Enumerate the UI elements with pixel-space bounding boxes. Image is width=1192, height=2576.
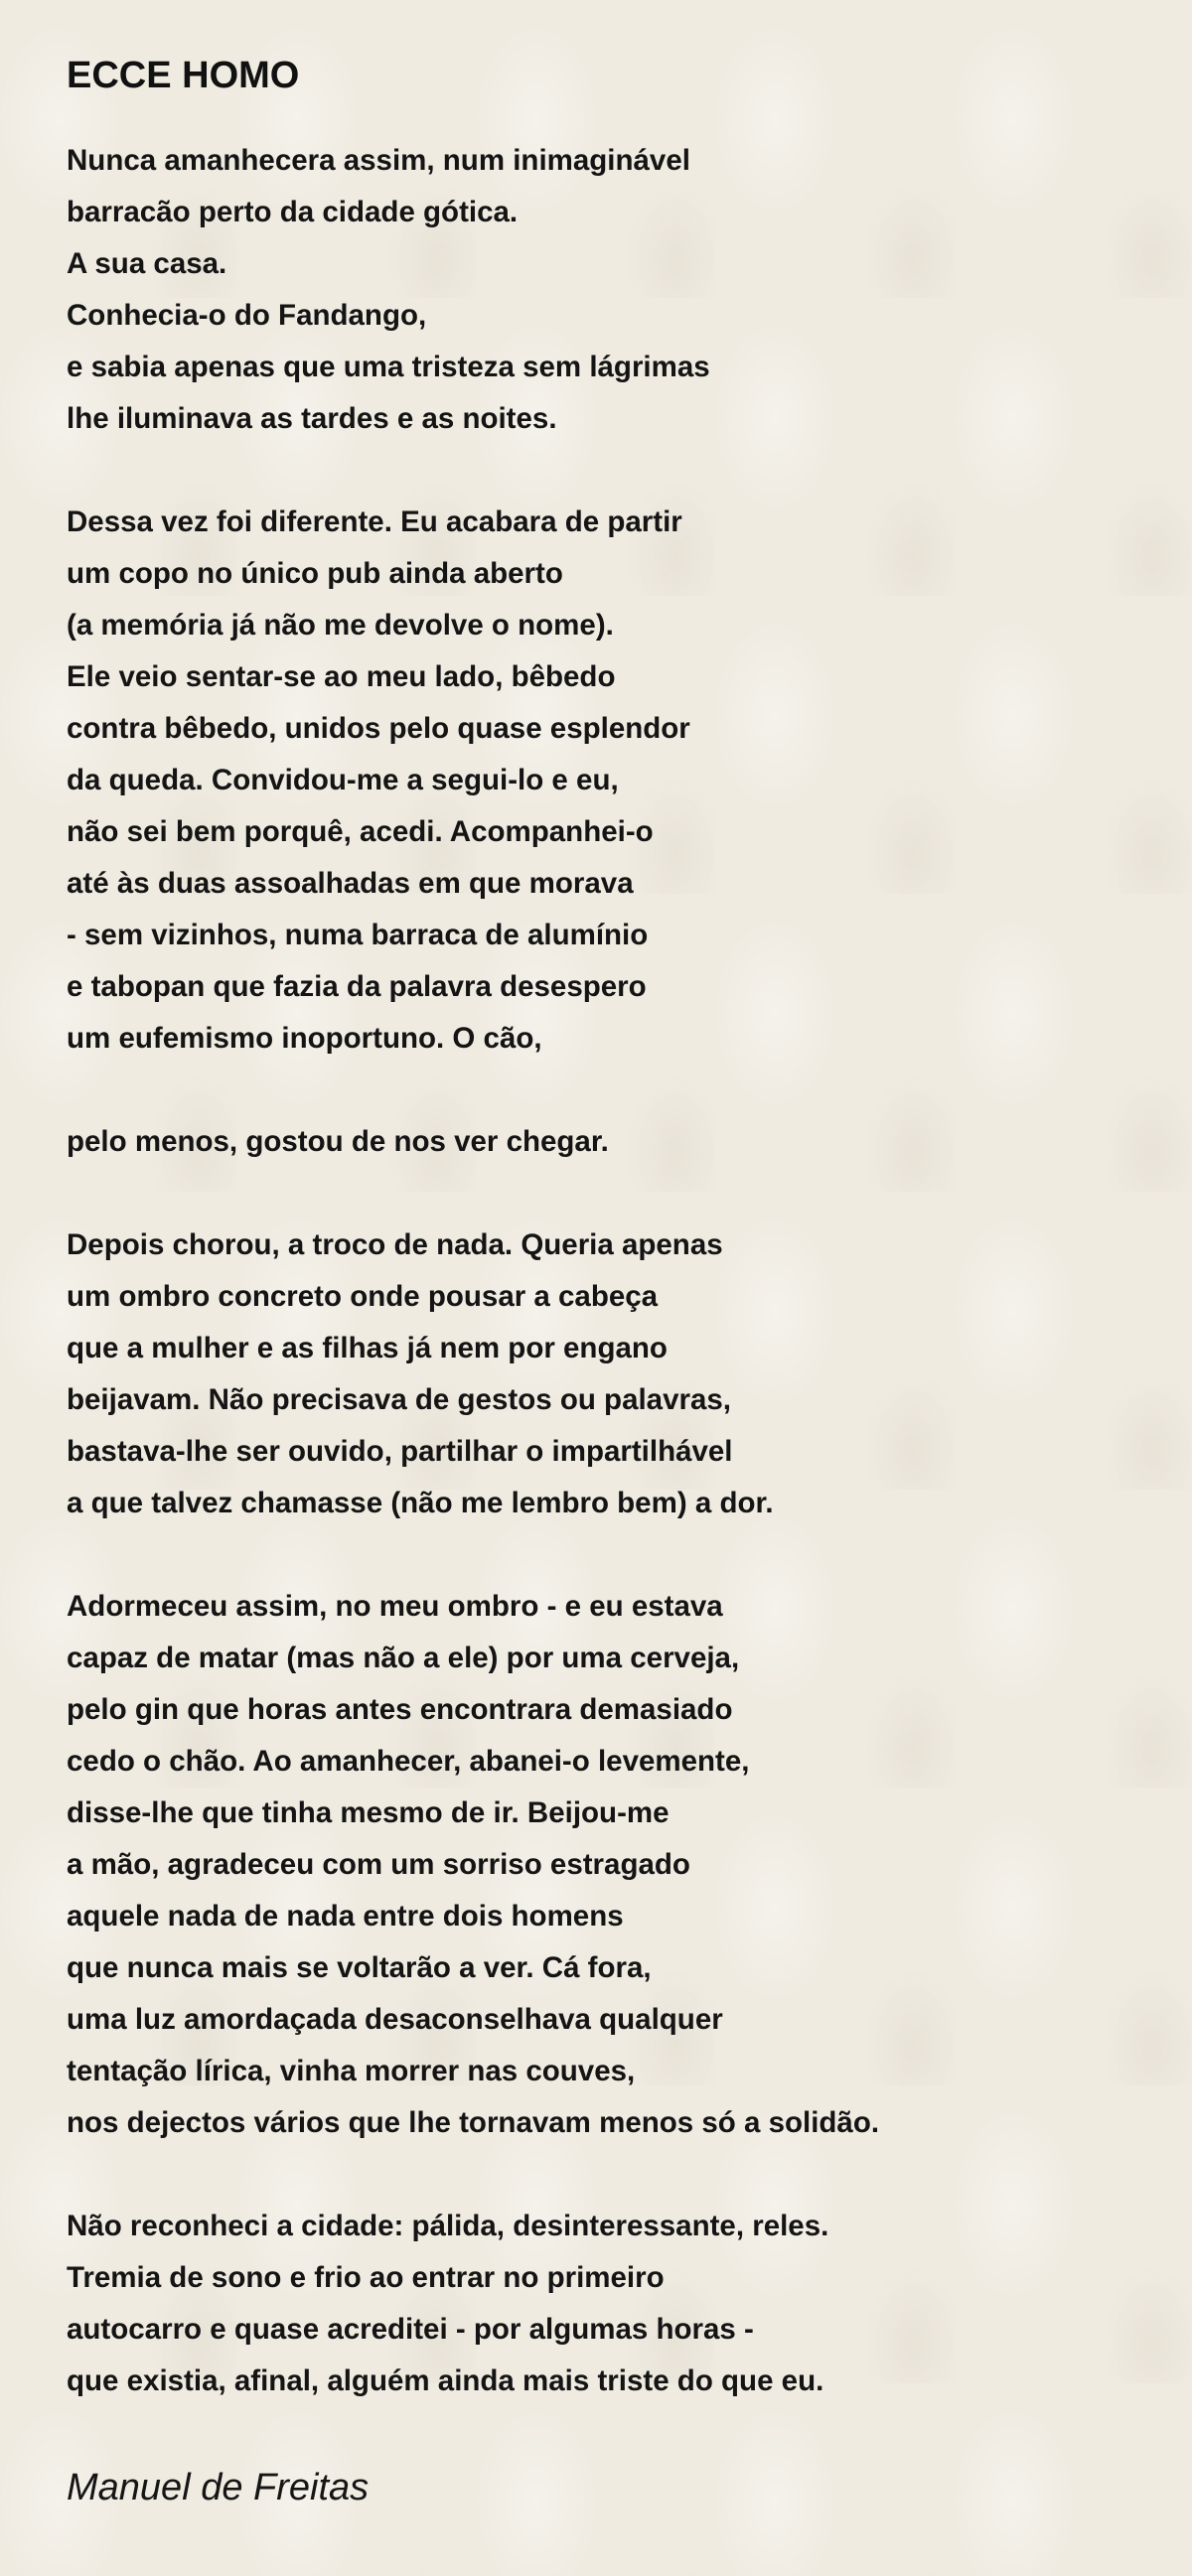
poem-line: a que talvez chamasse (não me lembro bem) a dor. bbox=[67, 1487, 774, 1519]
poem-line: Ele veio sentar-se ao meu lado, bêbedo bbox=[67, 660, 616, 693]
poem-line: lhe iluminava as tardes e as noites. bbox=[67, 402, 557, 435]
poem-stanza bbox=[67, 1116, 1139, 1168]
poem-line: uma luz amordaçada desaconselhava qualquer bbox=[67, 2003, 723, 2036]
poem-line: Adormeceu assim, no meu ombro - e eu estava bbox=[67, 1590, 723, 1623]
poem-line: tentação lírica, vinha morrer nas couves, bbox=[67, 2055, 636, 2087]
poem-stanza bbox=[67, 497, 1139, 1065]
poem-line: Nunca amanhecera assim, num inimaginável bbox=[67, 144, 690, 177]
poem-line: - sem vizinhos, numa barraca de alumínio bbox=[67, 919, 649, 951]
poem-stanza bbox=[67, 135, 1139, 445]
poem-line: que nunca mais se voltarão a ver. Cá fora, bbox=[67, 1951, 652, 1984]
poem-line: não sei bem porquê, acedi. Acompanhei-o bbox=[67, 815, 654, 848]
poem-line: Não reconheci a cidade: pálida, desinteressante, reles. bbox=[67, 2210, 829, 2242]
poem-line: contra bêbedo, unidos pelo quase esplendor bbox=[67, 712, 690, 745]
poem-page bbox=[67, 46, 1139, 2512]
poem-line: um copo no único pub ainda aberto bbox=[67, 557, 563, 590]
poem-line: barracão perto da cidade gótica. bbox=[67, 196, 519, 228]
poem-line: A sua casa. bbox=[67, 247, 227, 280]
poem-line: até às duas assoalhadas em que morava bbox=[67, 867, 634, 900]
poem-line: Dessa vez foi diferente. Eu acabara de partir bbox=[67, 505, 682, 538]
poem-stanza bbox=[67, 2201, 1139, 2407]
poem-line: e tabopan que fazia da palavra desespero bbox=[67, 970, 647, 1003]
poem-line: Conhecia-o do Fandango, bbox=[67, 299, 427, 332]
poem-line: um eufemismo inoportuno. O cão, bbox=[67, 1022, 542, 1055]
poem-line: capaz de matar (mas não a ele) por uma cerveja, bbox=[67, 1642, 740, 1674]
poem-line: aquele nada de nada entre dois homens bbox=[67, 1900, 624, 1932]
poem-line: Depois chorou, a troco de nada. Queria apenas bbox=[67, 1228, 723, 1261]
poem-line: um ombro concreto onde pousar a cabeça bbox=[67, 1280, 659, 1313]
poem-line: disse-lhe que tinha mesmo de ir. Beijou-me bbox=[67, 1796, 670, 1829]
poem-line: pelo gin que horas antes encontrara demasiado bbox=[67, 1693, 733, 1726]
poem-line: nos dejectos vários que lhe tornavam menos só a solidão. bbox=[67, 2106, 880, 2139]
poem-line: (a memória já não me devolve o nome). bbox=[67, 609, 614, 642]
poem-line: pelo menos, gostou de nos ver chegar. bbox=[67, 1125, 609, 1158]
poem-line: autocarro e quase acreditei - por algumas horas - bbox=[67, 2313, 754, 2346]
poem-line: da queda. Convidou-me a segui-lo e eu, bbox=[67, 764, 619, 796]
poem-body bbox=[67, 135, 1139, 2407]
poem-stanza bbox=[67, 1581, 1139, 2149]
poem-line: cedo o chão. Ao amanhecer, abanei-o levemente, bbox=[67, 1745, 750, 1778]
poem-line: que existia, afinal, alguém ainda mais triste do que eu. bbox=[67, 2364, 824, 2397]
poem-line: Tremia de sono e frio ao entrar no primeiro bbox=[67, 2261, 665, 2294]
poem-line: bastava-lhe ser ouvido, partilhar o impartilhável bbox=[67, 1435, 733, 1468]
poem-author: Manuel de Freitas bbox=[67, 2467, 370, 2508]
poem-title: ECCE HOMO bbox=[67, 55, 300, 96]
poem-line: beijavam. Não precisava de gestos ou palavras, bbox=[67, 1383, 731, 1416]
poem-line: a mão, agradeceu com um sorriso estragado bbox=[67, 1848, 690, 1881]
poem-stanza bbox=[67, 1219, 1139, 1529]
poem-line: e sabia apenas que uma tristeza sem lágrimas bbox=[67, 351, 710, 383]
poem-line: que a mulher e as filhas já nem por engano bbox=[67, 1332, 668, 1364]
